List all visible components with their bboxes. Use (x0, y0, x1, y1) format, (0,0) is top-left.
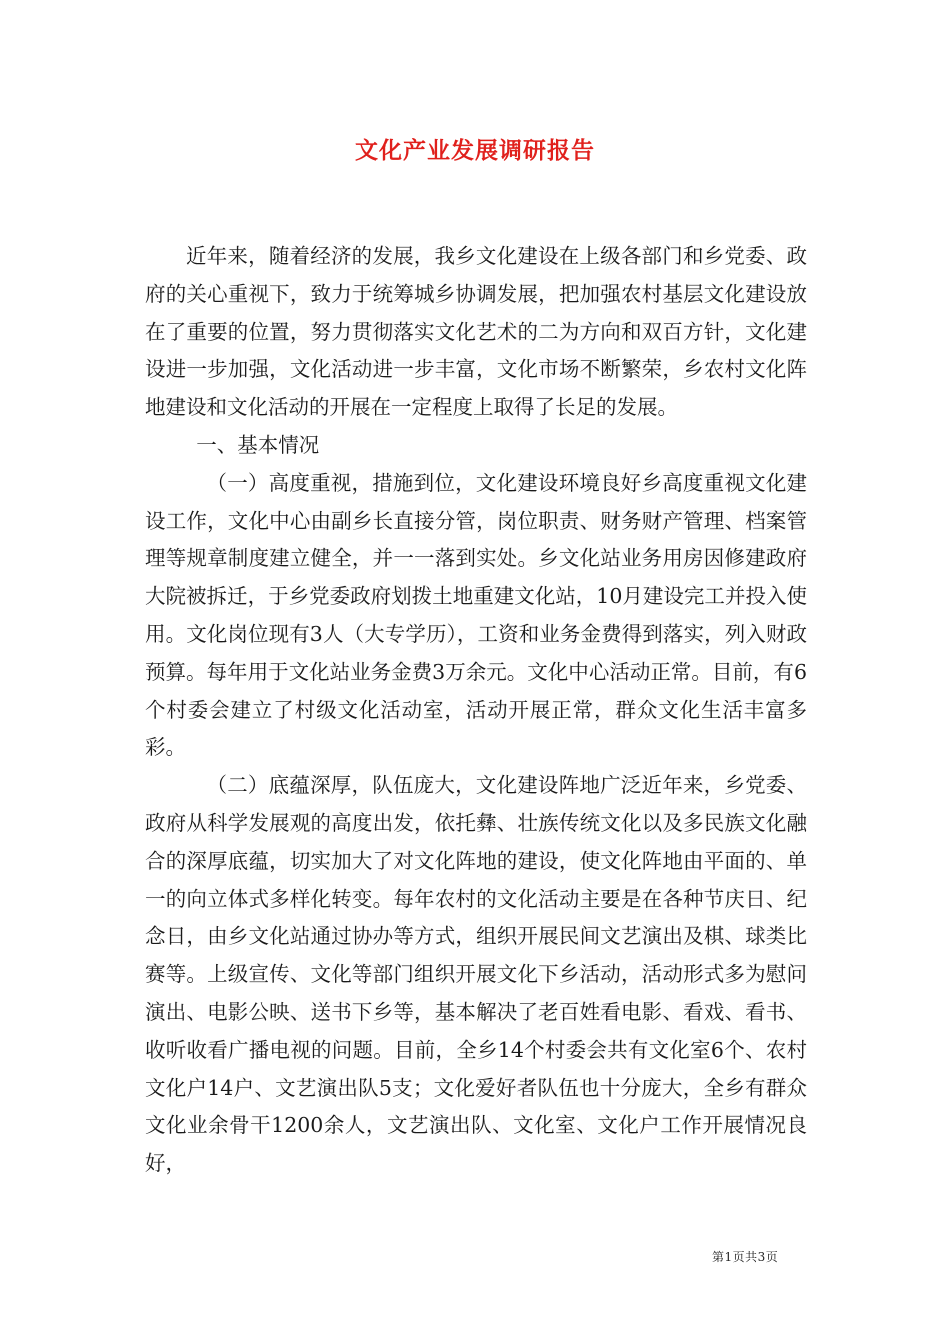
paragraph-intro: 近年来，随着经济的发展，我乡文化建设在上级各部门和乡党委、政府的关心重视下，致力于统筹城乡协调发展，把加强农村基层文化建设放在了重要的位置，努力贯彻落实文化艺术的二为方向和双百方针，文化建设进一步加强，文化活动进一步丰富，文化市场不断繁荣，乡农村文化阵地建设和文化活动的开展在一定程度上取得了长足的发展。 (145, 244, 807, 420)
section-heading-basic: 一、基本情况 (196, 432, 320, 457)
paragraph-section-1: （一）高度重视，措施到位，文化建设环境良好乡高度重视文化建设工作，文化中心由副乡长直接分管，岗位职责、财务财产管理、档案管理等规章制度建立健全，并一一落到实处。乡文化站业务用房因修建政府大院被拆迁，于乡党委政府划拨土地重建文化站，10月建设完工并投入使用。文化岗位现有3人（大专学历），工资和业务金费得到落实，列入财政预算。每年用于文化站业务金费3万余元。文化中心活动正常。目前，有6个村委会建立了村级文化活动室，活动开展正常，群众文化生活丰富多彩。 (145, 470, 807, 760)
document-title: 文化产业发展调研报告 (355, 137, 595, 164)
page-number: 第1页共3页 (712, 1250, 779, 1264)
document-body (145, 238, 807, 1183)
paragraph-section-2: （二）底蕴深厚，队伍庞大，文化建设阵地广泛近年来，乡党委、政府从科学发展观的高度出发，依托彝、壮族传统文化以及多民族文化融合的深厚底蕴，切实加大了对文化阵地的建设，使文化阵地由平面的、单一的向立体式多样化转变。每年农村的文化活动主要是在各种节庆日、纪念日，由乡文化站通过协办等方式，组织开展民间文艺演出及棋、球类比赛等。上级宣传、文化等部门组织开展文化下乡活动，活动形式多为慰问演出、电影公映、送书下乡等，基本解决了老百姓看电影、看戏、看书、收听收看广播电视的问题。目前，全乡14个村委会共有文化室6个、农村文化户14户、文艺演出队5支；文化爱好者队伍也十分庞大，全乡有群众文化业余骨干1200余人，文艺演出队、文化室、文化户工作开展情况良好， (145, 773, 807, 1176)
